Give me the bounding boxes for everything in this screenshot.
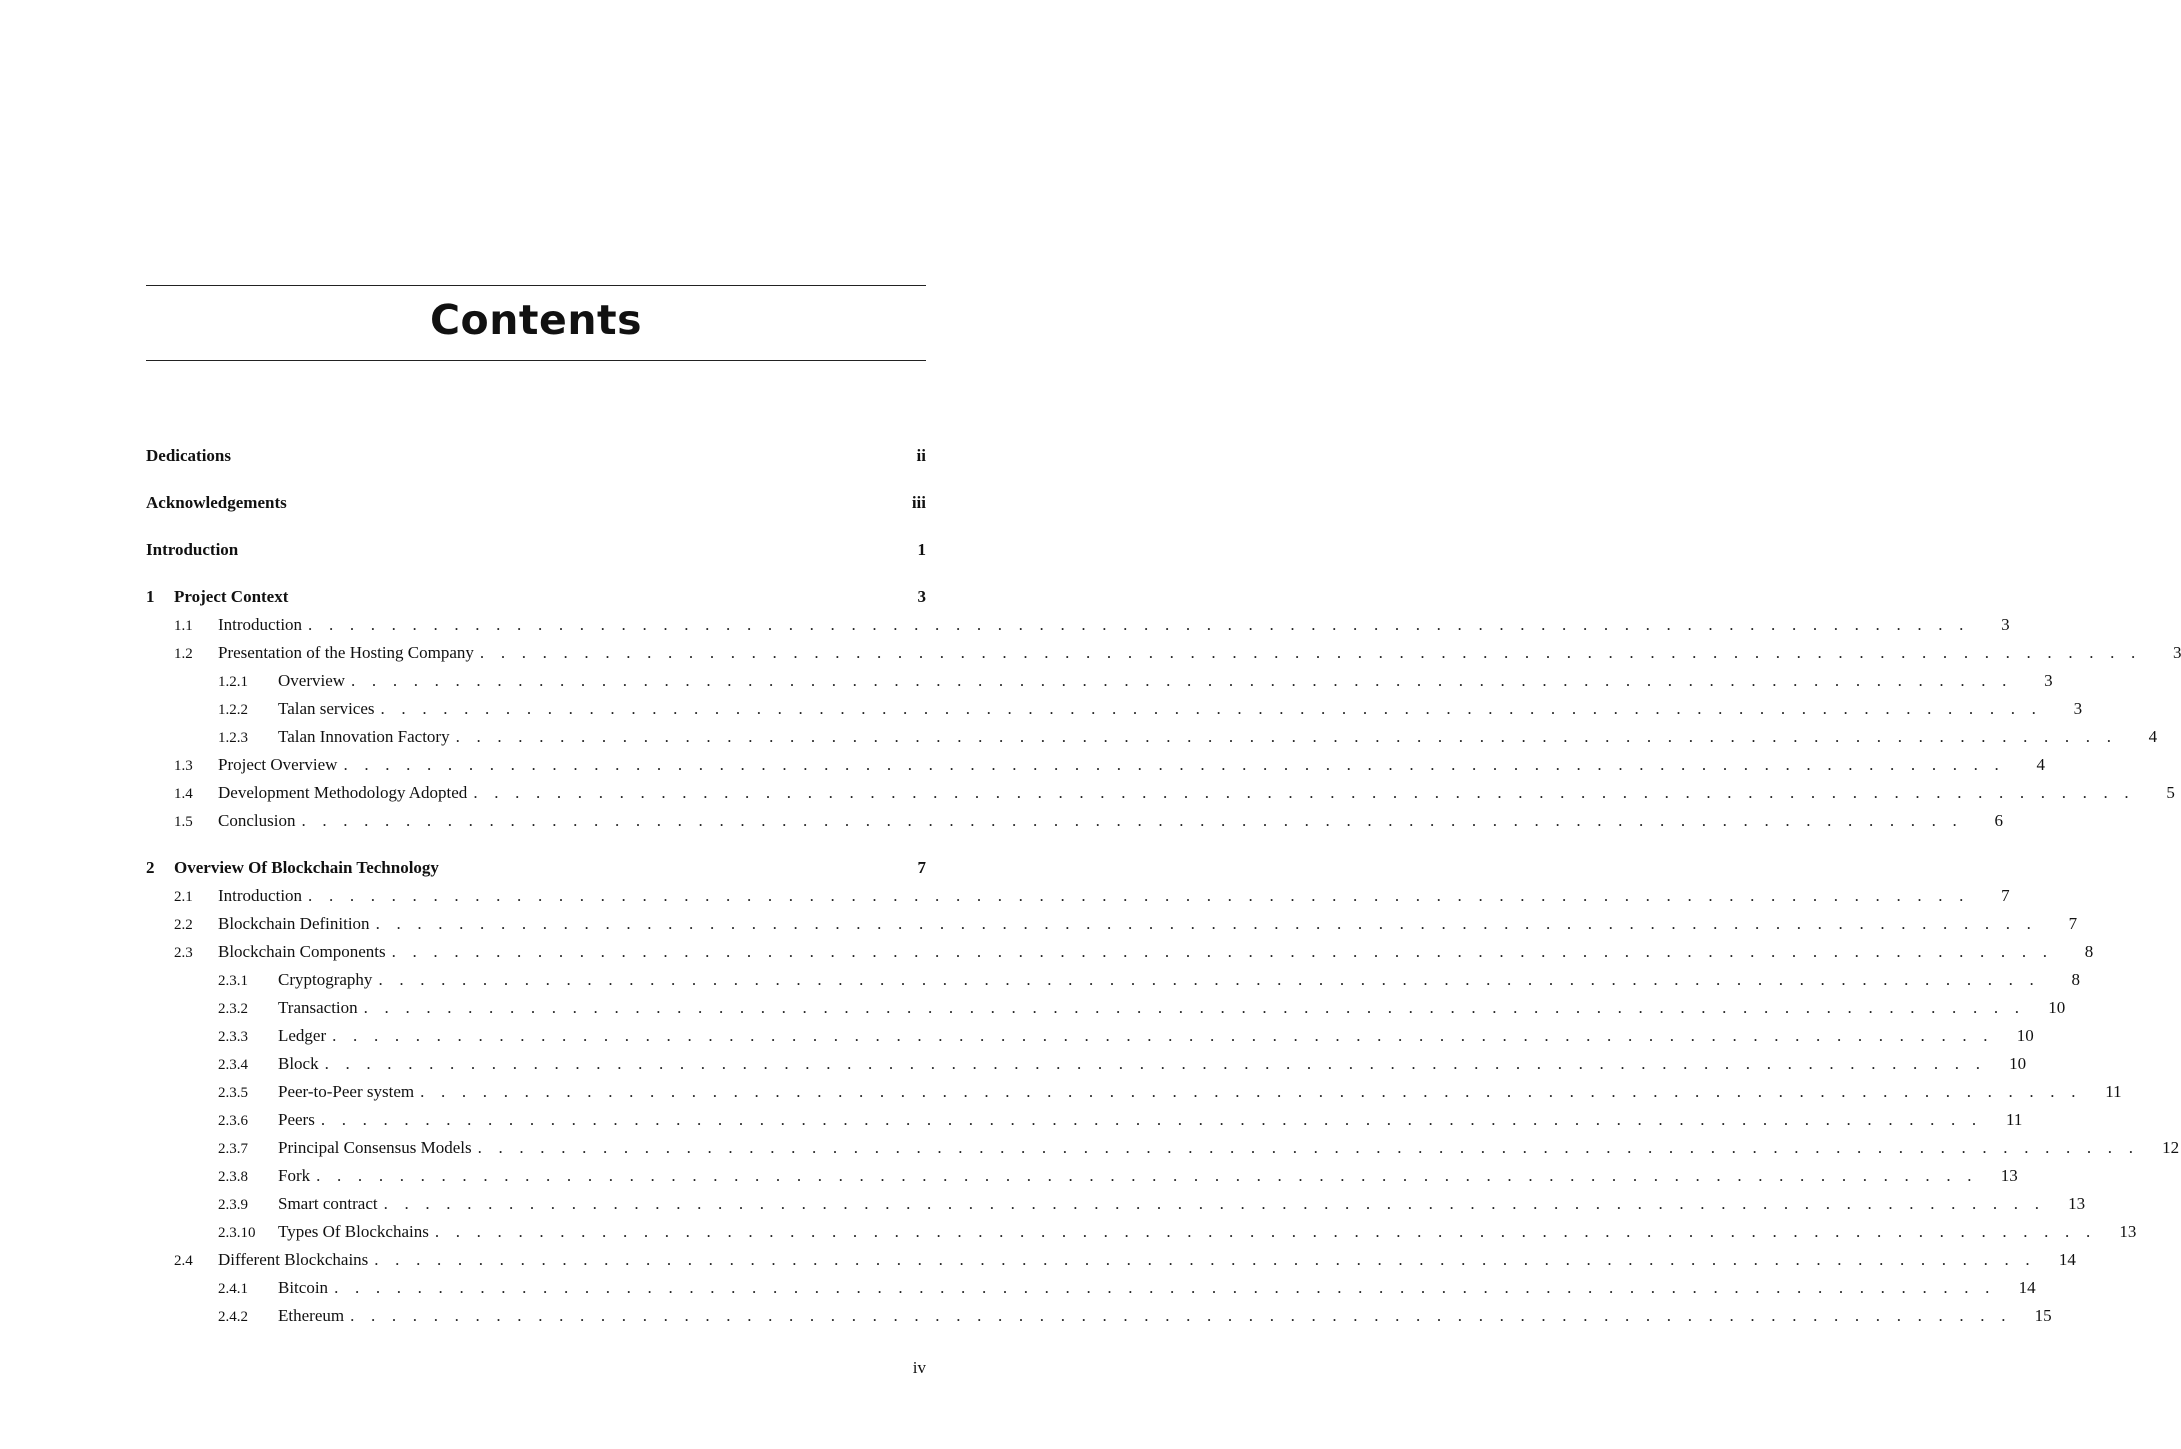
toc-subsection[interactable] bbox=[146, 1277, 2036, 1299]
dot-leader: . . . . . . . . . . . . . . . . . . . . . . . . . . . . . . . . . . . . . . . . . . . . . . . . . . . . . . . . . . . . . . . . . . . . . . . . . . . . . . . . bbox=[380, 699, 2043, 718]
section-title: Presentation of the Hosting Company bbox=[218, 643, 474, 662]
section-title: Cryptography bbox=[278, 970, 373, 989]
toc-page-number: 3 bbox=[2073, 699, 2083, 718]
section-title: Development Methodology Adopted bbox=[218, 783, 468, 802]
section-number: 2.3.6 bbox=[218, 1113, 248, 1129]
section-number: 1.2.3 bbox=[218, 730, 248, 746]
toc-subsection[interactable] bbox=[146, 1137, 2180, 1159]
toc-section[interactable] bbox=[146, 614, 2010, 636]
toc-subsection[interactable] bbox=[146, 1165, 2018, 1187]
toc-page-number: 13 bbox=[2068, 1194, 2086, 1213]
dot-leader: . . . . . . . . . . . . . . . . . . . . . . . . . . . . . . . . . . . . . . . . . . . . . . . . . . . . . . . . . . . . . . . . . . . . . . . . . . . . . . . . bbox=[301, 811, 1964, 830]
section-number: 2.4.1 bbox=[218, 1281, 248, 1297]
dot-leader: . . . . . . . . . . . . . . . . . . . . . . . . . . . . . . . . . . . . . . . . . . . . . . . . . . . . . . . . . . . . . . . . . . . . . . . . . . . . . . . . bbox=[473, 783, 2135, 802]
toc-section[interactable] bbox=[146, 941, 2094, 963]
section-title: Peer-to-Peer system bbox=[278, 1082, 415, 1101]
section-number: 2.3.7 bbox=[218, 1141, 248, 1157]
toc-page-number: 1 bbox=[917, 540, 926, 559]
toc-subsection[interactable] bbox=[146, 726, 2158, 748]
toc-page-number: 10 bbox=[2016, 1026, 2034, 1045]
dot-leader: . . . . . . . . . . . . . . . . . . . . . . . . . . . . . . . . . . . . . . . . . . . . . . . . . . . . . . . . . . . . . . . . . . . . . . . . . . . . . . . . bbox=[308, 615, 1970, 634]
toc-page-number: 11 bbox=[2006, 1110, 2023, 1129]
dot-leader: . . . . . . . . . . . . . . . . . . . . . . . . . . . . . . . . . . . . . . . . . . . . . . . . . . . . . . . . . . . . . . . . . . . . . . . . . . . . . . . . bbox=[383, 1194, 2046, 1213]
toc-entry[interactable] bbox=[146, 539, 926, 561]
section-number: 1.2.2 bbox=[218, 702, 248, 718]
section-title: Types Of Blockchains bbox=[278, 1222, 429, 1241]
title-bottom-rule bbox=[146, 360, 926, 361]
toc-page-number: 12 bbox=[2162, 1138, 2180, 1157]
section-number: 2.4 bbox=[174, 1253, 193, 1269]
toc-section[interactable] bbox=[146, 810, 2004, 832]
section-title: Blockchain Definition bbox=[218, 914, 370, 933]
toc-subsection[interactable] bbox=[146, 997, 2066, 1019]
dot-leader: . . . . . . . . . . . . . . . . . . . . . . . . . . . . . . . . . . . . . . . . . . . . . . . . . . . . . . . . . . . . . . . . . . . . . . . . . . . . . . . . bbox=[479, 643, 2142, 662]
section-number: 2.3.9 bbox=[218, 1197, 248, 1213]
toc-entry[interactable] bbox=[146, 445, 926, 467]
dot-leader: . . . . . . . . . . . . . . . . . . . . . . . . . . . . . . . . . . . . . . . . . . . . . . . . . . . . . . . . . . . . . . . . . . . . . . . . . . . . . . . . bbox=[363, 998, 2026, 1017]
toc-subsection[interactable] bbox=[146, 1193, 2086, 1215]
toc-page-number: 14 bbox=[2058, 1250, 2076, 1269]
toc-section[interactable] bbox=[146, 1249, 2076, 1271]
section-title: Conclusion bbox=[218, 811, 296, 830]
chapter-number: 1 bbox=[146, 587, 155, 606]
toc-section[interactable] bbox=[146, 642, 2181, 664]
section-title: Transaction bbox=[278, 998, 358, 1017]
toc-entry-title: Dedications bbox=[146, 446, 231, 465]
dot-leader: . . . . . . . . . . . . . . . . . . . . . . . . . . . . . . . . . . . . . . . . . . . . . . . . . . . . . . . . . . . . . . . . . . . . . . . . . . . . . . . . bbox=[477, 1138, 2140, 1157]
toc-page-number: 11 bbox=[2105, 1082, 2122, 1101]
section-title: Introduction bbox=[218, 615, 303, 634]
section-number: 2.3.4 bbox=[218, 1057, 248, 1073]
section-number: 1.2 bbox=[174, 646, 193, 662]
dot-leader: . . . . . . . . . . . . . . . . . . . . . . . . . . . . . . . . . . . . . . . . . . . . . . . . . . . . . . . . . . . . . . . . . . . . . . . . . . . . . . . . bbox=[374, 1250, 2036, 1269]
toc-page-number: 4 bbox=[2148, 727, 2158, 746]
toc-page-number: 3 bbox=[2044, 671, 2053, 690]
dot-leader: . . . . . . . . . . . . . . . . . . . . . . . . . . . . . . . . . . . . . . . . . . . . . . . . . . . . . . . . . . . . . . . . . . . . . . . . . . . . . . . . bbox=[332, 1026, 1994, 1045]
section-title: Principal Consensus Models bbox=[278, 1138, 472, 1157]
toc-page-number: 15 bbox=[2034, 1306, 2052, 1325]
section-number: 2.3.5 bbox=[218, 1085, 248, 1101]
section-number: 1.2.1 bbox=[218, 674, 248, 690]
dot-leader: . . . . . . . . . . . . . . . . . . . . . . . . . . . . . . . . . . . . . . . . . . . . . . . . . . . . . . . . . . . . . . . . . . . . . . . . . . . . . . . . bbox=[324, 1054, 1987, 1073]
toc-page-number: 8 bbox=[2071, 970, 2080, 989]
chapter-title: Overview Of Blockchain Technology bbox=[174, 858, 439, 877]
section-number: 1.3 bbox=[174, 758, 193, 774]
section-title: Block bbox=[278, 1054, 319, 1073]
section-title: Ethereum bbox=[278, 1306, 345, 1325]
toc-page-number: 7 bbox=[2068, 914, 2078, 933]
toc-subsection[interactable] bbox=[146, 1221, 2137, 1243]
section-title: Introduction bbox=[218, 886, 303, 905]
section-title: Blockchain Components bbox=[218, 942, 386, 961]
dot-leader: . . . . . . . . . . . . . . . . . . . . . . . . . . . . . . . . . . . . . . . . . . . . . . . . . . . . . . . . . . . . . . . . . . . . . . . . . . . . . . . . bbox=[391, 942, 2054, 961]
toc-entry[interactable] bbox=[146, 492, 926, 514]
dot-leader: . . . . . . . . . . . . . . . . . . . . . . . . . . . . . . . . . . . . . . . . . . . . . . . . . . . . . . . . . . . . . . . . . . . . . . . . . . . . . . . . bbox=[343, 755, 2005, 774]
section-title: Ledger bbox=[278, 1026, 327, 1045]
toc-page-number: 6 bbox=[1994, 811, 2004, 830]
dot-leader: . . . . . . . . . . . . . . . . . . . . . . . . . . . . . . . . . . . . . . . . . . . . . . . . . . . . . . . . . . . . . . . . . . . . . . . . . . . . . . . . bbox=[320, 1110, 1983, 1129]
toc-subsection[interactable] bbox=[146, 1053, 2027, 1075]
toc-page-number: 10 bbox=[2009, 1054, 2027, 1073]
toc-page-number: 7 bbox=[2001, 886, 2010, 905]
toc-subsection[interactable] bbox=[146, 1109, 2023, 1131]
page-number: iv bbox=[912, 1358, 926, 1377]
toc-page-number: 14 bbox=[2018, 1278, 2036, 1297]
toc-page-number: 10 bbox=[2048, 998, 2066, 1017]
toc-subsection[interactable] bbox=[146, 1081, 2122, 1103]
toc-page-number: ii bbox=[916, 446, 926, 465]
toc-subsection[interactable] bbox=[146, 698, 2083, 720]
toc-page-number: 13 bbox=[2000, 1166, 2018, 1185]
dot-leader: . . . . . . . . . . . . . . . . . . . . . . . . . . . . . . . . . . . . . . . . . . . . . . . . . . . . . . . . . . . . . . . . . . . . . . . . . . . . . . . . bbox=[434, 1222, 2097, 1241]
title-top-rule bbox=[146, 285, 926, 286]
toc-section[interactable] bbox=[146, 754, 2045, 776]
section-title: Talan services bbox=[278, 699, 375, 718]
toc-subsection[interactable] bbox=[146, 670, 2053, 692]
section-number: 1.4 bbox=[174, 786, 193, 802]
section-title: Bitcoin bbox=[278, 1278, 329, 1297]
section-number: 2.3.3 bbox=[218, 1029, 248, 1045]
toc-section[interactable] bbox=[146, 913, 2078, 935]
toc-page-number: 7 bbox=[917, 858, 926, 877]
section-number: 2.3.2 bbox=[218, 1001, 248, 1017]
section-title: Different Blockchains bbox=[218, 1250, 369, 1269]
dot-leader: . . . . . . . . . . . . . . . . . . . . . . . . . . . . . . . . . . . . . . . . . . . . . . . . . . . . . . . . . . . . . . . . . . . . . . . . . . . . . . . . bbox=[350, 1306, 2012, 1325]
section-number: 1.1 bbox=[174, 618, 193, 634]
section-title: Project Overview bbox=[218, 755, 338, 774]
toc-entry-title: Acknowledgements bbox=[146, 493, 287, 512]
toc-page-number: iii bbox=[911, 493, 926, 512]
toc-page-number: 3 bbox=[2172, 643, 2181, 662]
section-title: Peers bbox=[278, 1110, 315, 1129]
section-number: 2.3.10 bbox=[218, 1225, 256, 1241]
toc-subsection[interactable] bbox=[146, 969, 2080, 991]
section-number: 2.3.1 bbox=[218, 973, 248, 989]
toc-page-number: 5 bbox=[2166, 783, 2175, 802]
toc-section[interactable] bbox=[146, 782, 2175, 804]
toc-page-number: 3 bbox=[2001, 615, 2010, 634]
toc-subsection[interactable] bbox=[146, 1025, 2034, 1047]
toc-entry-title: Introduction bbox=[146, 540, 239, 559]
section-number: 2.3 bbox=[174, 945, 193, 961]
toc-page-number: 13 bbox=[2119, 1222, 2137, 1241]
dot-leader: . . . . . . . . . . . . . . . . . . . . . . . . . . . . . . . . . . . . . . . . . . . . . . . . . . . . . . . . . . . . . . . . . . . . . . . . . . . . . . . . bbox=[378, 970, 2040, 989]
toc-chapter[interactable] bbox=[146, 586, 926, 608]
page-title: Contents bbox=[429, 296, 643, 344]
toc-subsection[interactable] bbox=[146, 1305, 2052, 1327]
chapter-number: 2 bbox=[146, 858, 155, 877]
section-number: 2.3.8 bbox=[218, 1169, 248, 1185]
section-title: Smart contract bbox=[278, 1194, 378, 1213]
section-title: Overview bbox=[278, 671, 346, 690]
section-number: 2.1 bbox=[174, 889, 193, 905]
dot-leader: . . . . . . . . . . . . . . . . . . . . . . . . . . . . . . . . . . . . . . . . . . . . . . . . . . . . . . . . . . . . . . . . . . . . . . . . . . . . . . . . bbox=[455, 727, 2118, 746]
toc-page-number: 3 bbox=[917, 587, 926, 606]
toc-page-number: 8 bbox=[2084, 942, 2094, 961]
dot-leader: . . . . . . . . . . . . . . . . . . . . . . . . . . . . . . . . . . . . . . . . . . . . . . . . . . . . . . . . . . . . . . . . . . . . . . . . . . . . . . . . bbox=[375, 914, 2038, 933]
dot-leader: . . . . . . . . . . . . . . . . . . . . . . . . . . . . . . . . . . . . . . . . . . . . . . . . . . . . . . . . . . . . . . . . . . . . . . . . . . . . . . . . bbox=[420, 1082, 2082, 1101]
toc-section[interactable] bbox=[146, 885, 2010, 907]
dot-leader: . . . . . . . . . . . . . . . . . . . . . . . . . . . . . . . . . . . . . . . . . . . . . . . . . . . . . . . . . . . . . . . . . . . . . . . . . . . . . . . . bbox=[308, 886, 1970, 905]
chapter-title: Project Context bbox=[174, 587, 289, 606]
section-number: 2.4.2 bbox=[218, 1309, 248, 1325]
section-number: 1.5 bbox=[174, 814, 193, 830]
dot-leader: . . . . . . . . . . . . . . . . . . . . . . . . . . . . . . . . . . . . . . . . . . . . . . . . . . . . . . . . . . . . . . . . . . . . . . . . . . . . . . . . bbox=[316, 1166, 1978, 1185]
section-title: Fork bbox=[278, 1166, 311, 1185]
dot-leader: . . . . . . . . . . . . . . . . . . . . . . . . . . . . . . . . . . . . . . . . . . . . . . . . . . . . . . . . . . . . . . . . . . . . . . . . . . . . . . . . bbox=[351, 671, 2013, 690]
toc-page-number: 4 bbox=[2036, 755, 2045, 774]
section-number: 2.2 bbox=[174, 917, 193, 933]
section-title: Talan Innovation Factory bbox=[278, 727, 450, 746]
toc-chapter[interactable] bbox=[146, 857, 926, 879]
dot-leader: . . . . . . . . . . . . . . . . . . . . . . . . . . . . . . . . . . . . . . . . . . . . . . . . . . . . . . . . . . . . . . . . . . . . . . . . . . . . . . . . bbox=[334, 1278, 1996, 1297]
